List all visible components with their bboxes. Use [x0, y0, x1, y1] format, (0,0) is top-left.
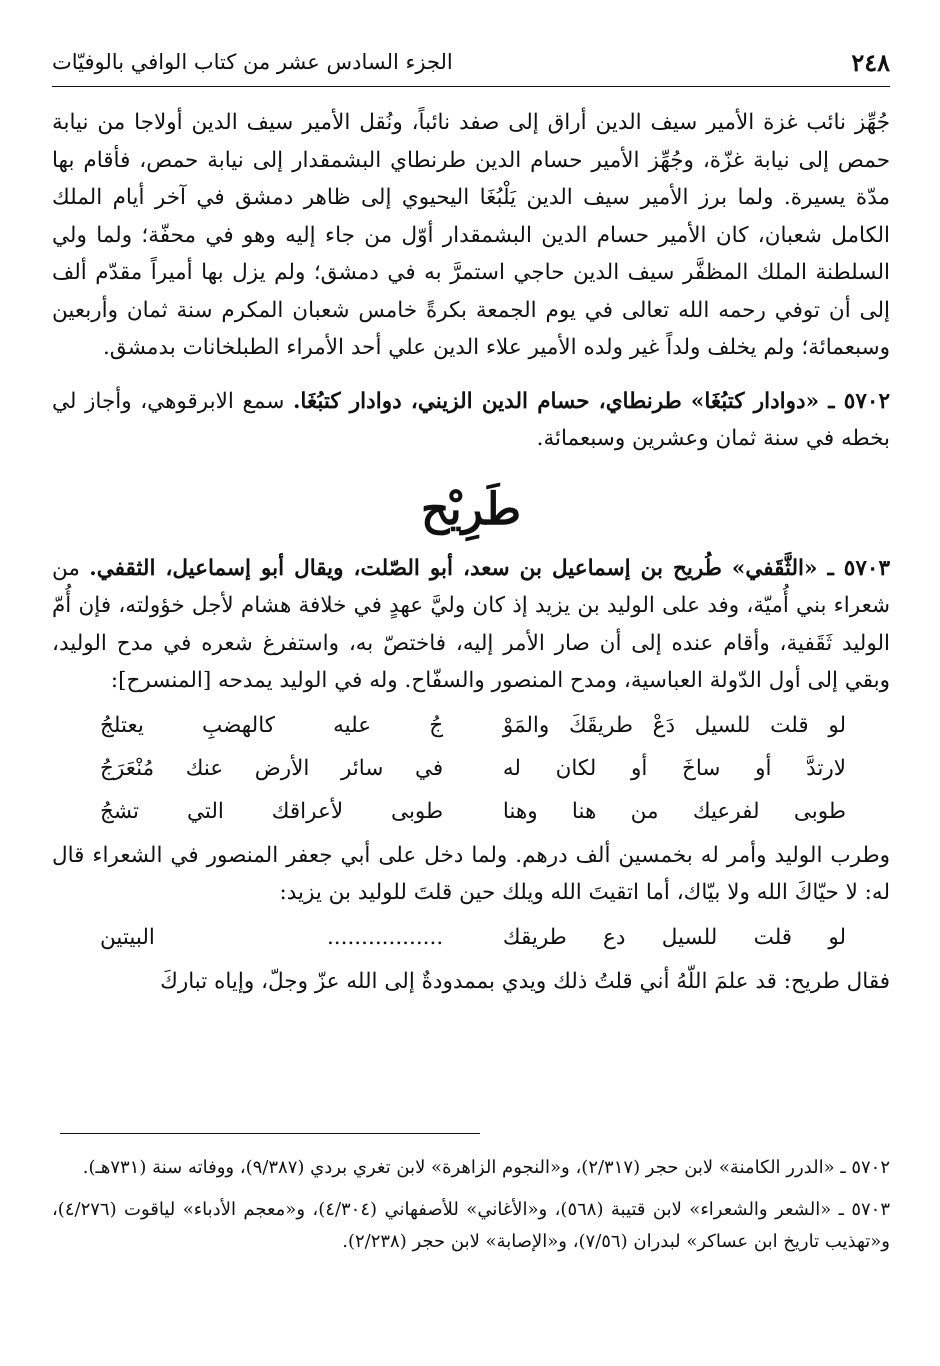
footnote-5702: ٥٧٠٢ ـ «الدرر الكامنة» لابن حجر (٢/٣١٧)، و«النجوم الزاهرة» لابن تغري بردي (٩/٣٨٧)، ووفاته سنة (٧٣١هـ). [82, 1157, 890, 1178]
entry-5702-title: ٥٧٠٢ ـ «دوادار كتبُغَا» طرنطاي، حسام الدين الزيني، دوادار كتبُغَا. [292, 388, 890, 414]
verse-second-hemistich: ................. البيتين [100, 924, 444, 950]
verse-second-hemistich: جُ عليه كالهضبِ يعتلجُ [100, 712, 444, 738]
verse-second-hemistich: طوبى لأعراقك التي تشجُ [100, 798, 444, 824]
page-number: ٢٤٨ [851, 47, 890, 77]
paragraph-after-poem: وطرب الوليد وأمر له بخمسين ألف درهم. ولما دخل على أبي جعفر المنصور في الشعراء قال له: لا حيّاكَ الله ولا بيّاك، أما اتقيتَ الله ويلك حين قلتَ للوليد بن يزيد: [52, 842, 890, 905]
verse-first-hemistich: لو قلت للسيل دَعْ طريقَكَ والمَوْ [502, 712, 846, 738]
paragraph-last: فقال طريح: قد علمَ اللّهُ أني قلتُ ذلك ويدي بممدودةٌ إلى الله عزّ وجلّ، وإياه تباركَ [160, 968, 890, 994]
entry-5703 [52, 550, 890, 700]
verse-second-hemistich: في سائر الأرض عنك مُنْعَرَجُ [100, 755, 444, 781]
footnotes [52, 1152, 890, 1268]
entry-5702 [52, 383, 890, 458]
poem-verse [52, 704, 890, 747]
paragraph-continuation: جُهِّز نائب غزة الأمير سيف الدين أراق إلى صفد نائباً، ونُقل الأمير سيف الدين أولاجا من نيابة حمص إلى نيابة غزّة، وجُهِّز الأمير حسام الدين طرنطاي البشمقدار إلى نيابة حمص، فأقام بها مدّة يسيرة. ولما برز الأمير سيف الدين يَلْبُغَا اليحيوي إلى ظاهر دمشق في آخر أيام الملك الكامل شعبان، كان الأمير حسام الدين البشمقدار أوّل من جاء إليه وهو في محفّة؛ ولما ولي السلطنة الملك المظفَّر سيف الدين حاجي استمرَّ به في دمشق؛ ولم يزل بها أميراً مقدّم ألف إلى أن توفي رحمه الله تعالى في يوم الجمعة بكرةً خامس شعبان المكرم سنة ثمان وأربعين وسبعمائة؛ ولم يخلف ولداً غير ولده الأمير علاء الدين علي أحد الأمراء الطبلخانات بدمشق. [52, 110, 890, 360]
entry-5703-text: من شعراء بني أُميّة، وفد على الوليد بن يزيد إذ كان وليَّ عهدٍ في خلافة هشام لأجل خؤولته، فإن أُمّ الوليد ثَقَفية، وأقام عنده إلى أن صار الأمر إليه، فاختصّ به، واستفرغ شعره في مدح الوليد، وبقي إلى أول الدّولة العباسية، ومدح المنصور والسفّاح. وله في الوليد يمدحه [المنسرح]: [52, 555, 890, 693]
poem-verse [52, 747, 890, 790]
entry-5702-text: سمع الابرقوهي، وأجاز لي بخطه في سنة ثمان وعشرين وسبعمائة. [52, 388, 890, 451]
entry-5703-title: ٥٧٠٣ ـ «الثَّقَفي» طُريح بن إسماعيل بن سعد، أبو الصّلت، ويقال أبو إسماعيل، الثقفي. [89, 555, 890, 581]
header-rule [52, 86, 890, 87]
poem-verses [52, 704, 890, 833]
footnote-rule [60, 1133, 480, 1134]
page-header [52, 44, 890, 80]
section-heading: طَرِيْح [421, 483, 521, 535]
verse-first-hemistich: لارتدَّ أو ساخَ أو لكان له [502, 755, 846, 781]
poem-quote [52, 916, 890, 959]
body-text [52, 104, 890, 1000]
poem-verse [52, 916, 890, 959]
footnote-5703: ٥٧٠٣ ـ «الشعر والشعراء» لابن قتيبة (٥٦٨)، و«الأغاني» للأصفهاني (٤/٣٠٤)، و«معجم الأدباء» لياقوت (٤/٢٧٦)، و«تهذيب تاريخ ابن عساكر» لبدران (٧/٥٦)، و«الإصابة» لابن حجر (٢/٢٣٨). [52, 1199, 891, 1252]
poem-verse [52, 790, 890, 833]
verse-first-hemistich: طوبى لفرعيك من هنا وهنا [502, 798, 846, 824]
verse-first-hemistich: لو قلت للسيل دع طريقك [502, 924, 846, 950]
running-title: الجزء السادس عشر من كتاب الوافي بالوفيّات [52, 50, 453, 74]
